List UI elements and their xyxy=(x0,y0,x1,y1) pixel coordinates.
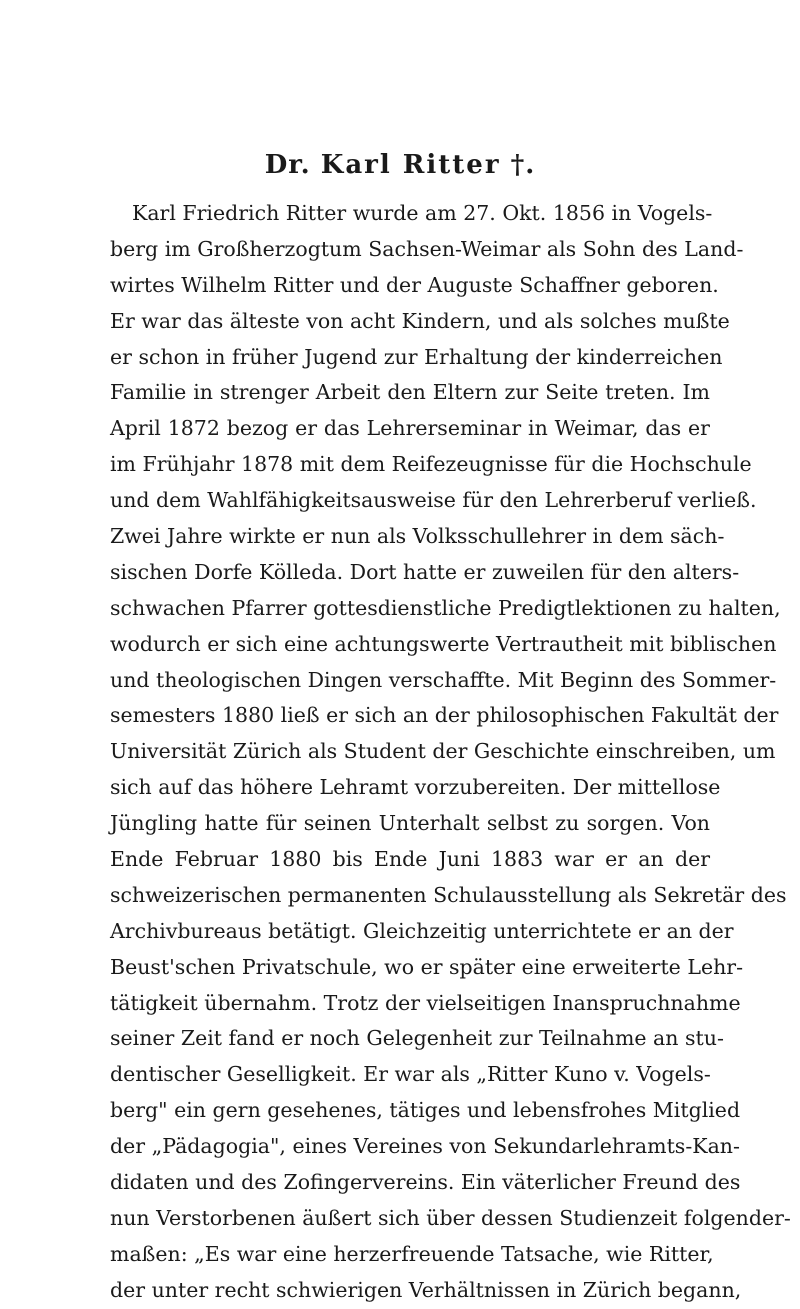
page-title xyxy=(0,150,800,180)
text-line: seiner Zeit fand er noch Gelegenheit zur Teilnahme an stu- xyxy=(110,1026,724,1051)
text-line: semesters 1880 ließ er sich an der philosophischen Fakultät der xyxy=(110,703,779,728)
text-line: Jüngling hatte für seinen Unterhalt selbst zu sorgen. Von xyxy=(110,811,710,836)
text-line: schweizerischen permanenten Schulausstellung als Sekretär des xyxy=(110,882,787,907)
text-line: berg im Großherzogtum Sachsen-Weimar als Sohn des Land- xyxy=(110,236,744,261)
text-line: maßen: „Es war eine herzerfreuende Tatsache, wie Ritter, xyxy=(110,1241,714,1266)
text-line: wirtes Wilhelm Ritter und der Auguste Schaffner geboren. xyxy=(110,272,719,297)
text-line: wodurch er sich eine achtungswerte Vertrautheit mit biblischen xyxy=(110,631,777,656)
text-line: berg" ein gern gesehenes, tätiges und lebensfrohes Mitglied xyxy=(110,1098,741,1123)
text-line: er schon in früher Jugend zur Erhaltung der kinderreichen xyxy=(110,344,723,369)
text-line: Karl Friedrich Ritter wurde am 27. Okt. 1856 in Vogels- xyxy=(132,201,713,225)
text-line: Beust'schen Privatschule, wo er später eine erweiterte Lehr- xyxy=(110,954,744,979)
text-line: im Frühjahr 1878 mit dem Reifezeugnisse für die Hochschule xyxy=(110,452,752,477)
title-death-mark: †. xyxy=(510,150,536,180)
text-line: tätigkeit übernahm. Trotz der vielseitigen Inanspruchnahme xyxy=(110,990,741,1015)
text-line: dentischer Geselligkeit. Er war als „Ritter Kuno v. Vogels- xyxy=(110,1062,711,1087)
text-line: April 1872 bezog er das Lehrerseminar in Weimar, das er xyxy=(110,416,710,441)
title-name: Karl Ritter xyxy=(320,150,501,180)
text-line: nun Verstorbenen äußert sich über dessen Studienzeit folgender- xyxy=(110,1205,791,1230)
text-line: und dem Wahlfähigkeitsausweise für den Lehrerberuf verließ. xyxy=(110,488,757,513)
text-line: der „Pädagogia", eines Vereines von Sekundarlehramts-Kan- xyxy=(110,1134,740,1159)
text-line: und theologischen Dingen verschaffte. Mit Beginn des Sommer- xyxy=(110,667,777,692)
text-line: sischen Dorfe Kölleda. Dort hatte er zuweilen für den alters- xyxy=(110,559,740,584)
text-line: Familie in strenger Arbeit den Eltern zur Seite treten. Im xyxy=(110,380,710,405)
text-line: Ende Februar 1880 bis Ende Juni 1883 war er an der xyxy=(110,847,710,872)
text-line: Er war das älteste von acht Kindern, und als solches mußte xyxy=(110,308,730,333)
text-line: sich auf das höhere Lehramt vorzubereiten. Der mittellose xyxy=(110,775,721,800)
text-line: der unter recht schwierigen Verhältnissen in Zürich begann, xyxy=(110,1277,742,1302)
title-prefix: Dr. xyxy=(264,150,311,180)
text-line: Universität Zürich als Student der Geschichte einschreiben, um xyxy=(110,739,776,764)
text-line: Archivbureaus betätigt. Gleichzeitig unterrichtete er an der xyxy=(110,918,734,943)
text-line: Zwei Jahre wirkte er nun als Volksschullehrer in dem säch- xyxy=(110,524,725,549)
text-line: didaten und des Zofingervereins. Ein väterlicher Freund des xyxy=(110,1170,741,1195)
text-line: schwachen Pfarrer gottesdienstliche Predigtlektionen zu halten, xyxy=(110,595,781,620)
body-paragraph xyxy=(110,196,791,1309)
